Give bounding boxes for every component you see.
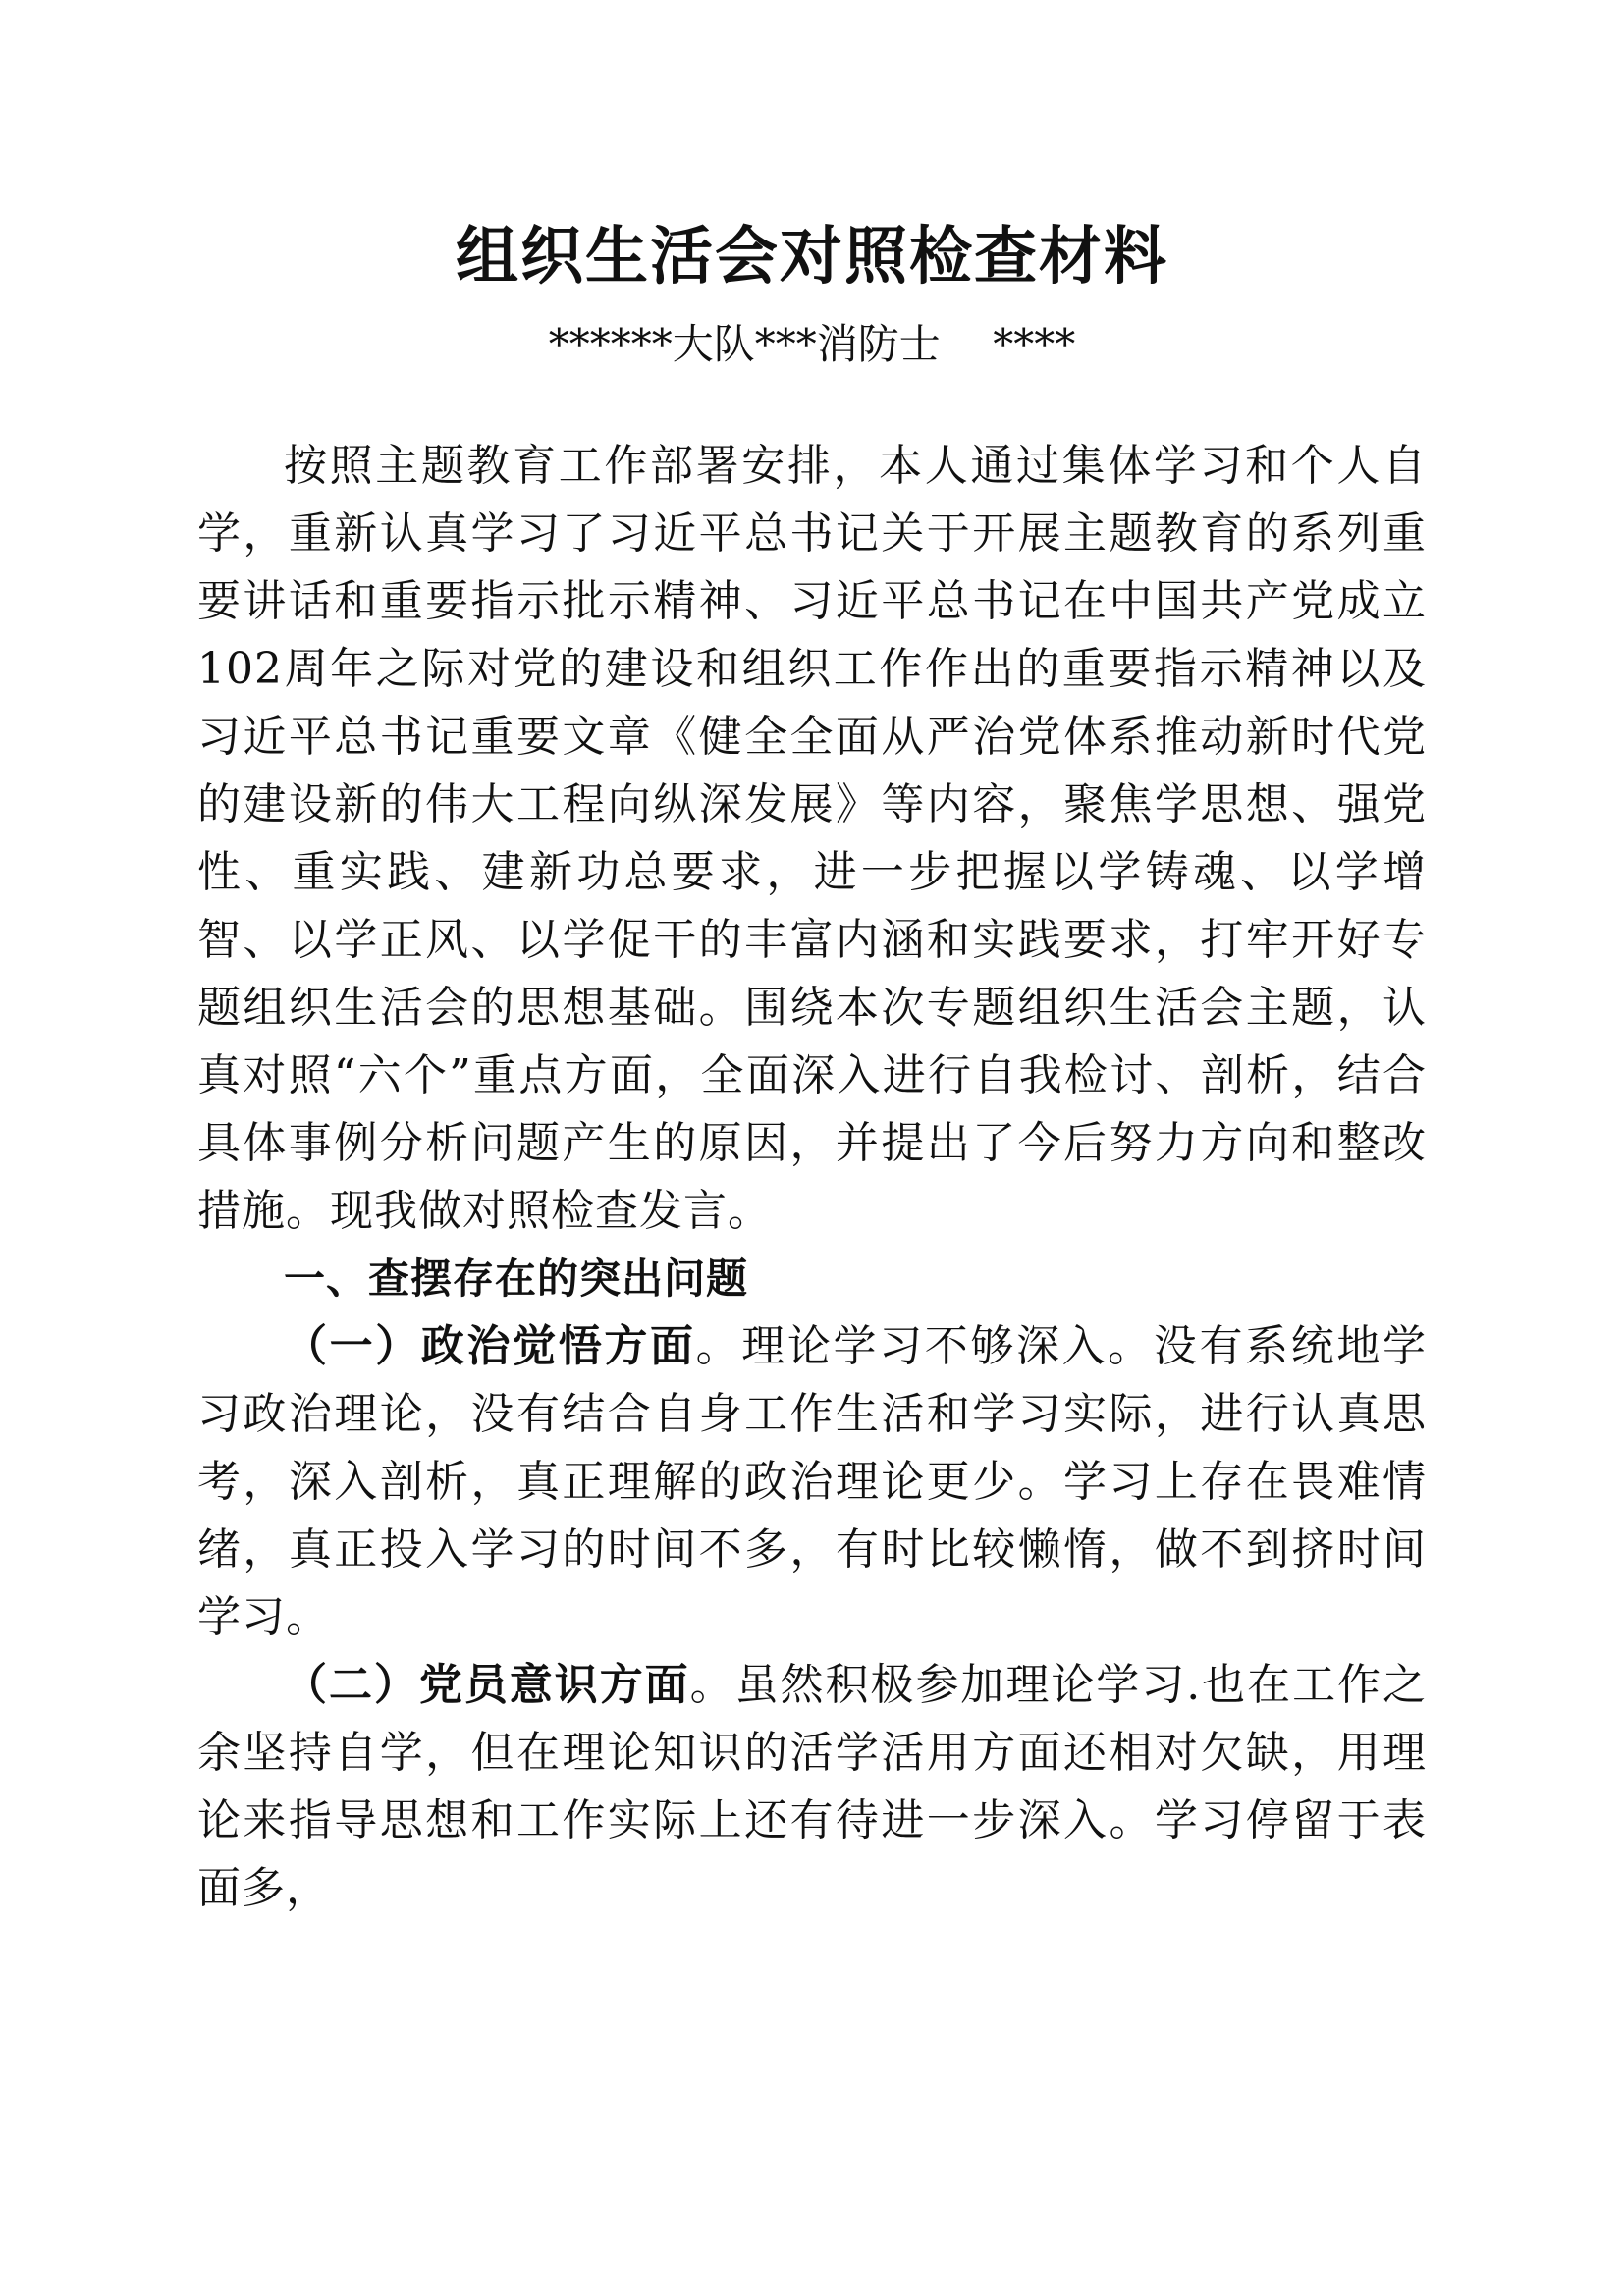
intro-paragraph: 按照主题教育工作部署安排，本人通过集体学习和个人自学，重新认真学习了习近平总书记关于开展主题教育的系列重要讲话和重要指示批示精神、习近平总书记在中国共产党成立102周年之际对党的建设和组织工作作出的重要指示精神以及习近平总书记重要文章《健全全面从严治党体系推动新时代党的建设新的伟大工程向纵深发展》等内容，聚焦学思想、强党性、重实践、建新功总要求，进一步把握以学铸魂、以学增智、以学正风、以学促干的丰富内涵和实践要求，打牢开好专题组织生活会的思想基础。围绕本次专题组织生活会主题，认真对照“六个”重点方面，全面深入进行自我检讨、剖析，结合具体事例分析问题产生的原因，并提出了今后努力方向和整改措施。现我做对照检查发言。 — [197, 441, 1427, 1236]
item-paragraph-1 — [197, 1312, 1427, 1651]
section-heading-1: 一、查摆存在的突出问题 — [284, 1255, 749, 1303]
item-1-text: 。理论学习不够深入。没有系统地学习政治理论，没有结合自身工作生活和学习实际，进行认真思考，深入剖析，真正理解的政治理论更少。学习上存在畏难情绪，真正投入学习的时间不多，有时比较懒惰，做不到挤时间学习。 — [197, 1321, 1427, 1642]
item-2-text: 。虽然积极参加理论学习.也在工作之余坚持自学，但在理论知识的活学活用方面还相对欠缺，用理论来指导思想和工作实际上还有待进一步深入。学习停留于表面多， — [197, 1660, 1427, 1913]
document-body — [197, 432, 1427, 1922]
item-2-lead: （二）党员意识方面 — [284, 1660, 690, 1710]
item-1-lead: （一）政治觉悟方面 — [284, 1321, 696, 1371]
document-title: 组织生活会对照检查材料 — [456, 220, 1168, 294]
item-paragraph-2 — [197, 1651, 1427, 1922]
document-subtitle: ******大队***消防士 **** — [548, 320, 1076, 368]
